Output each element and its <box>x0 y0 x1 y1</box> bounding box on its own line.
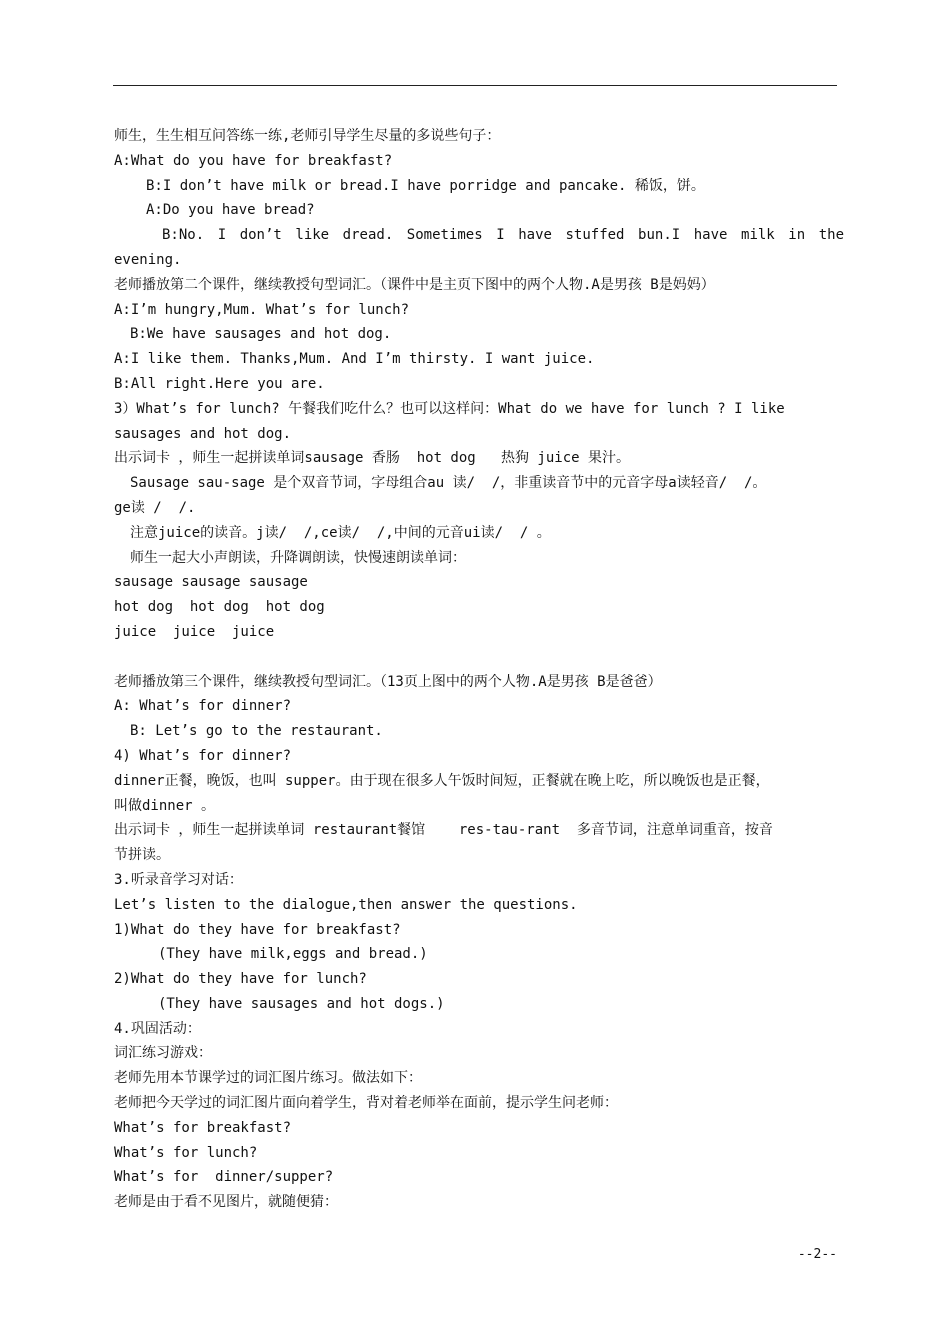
page-number: --2-- <box>797 1247 837 1262</box>
text-line: 老师播放第三个课件，继续教授句型词汇。（13页上图中的两个人物.A是男孩 B是爸爸） <box>114 673 662 690</box>
text-line: juice juice juice <box>114 623 275 640</box>
text-line: 老师是由于看不见图片，就随便猜： <box>114 1194 338 1211</box>
text-line: 注意juice的读音。j读/ /,ce读/ /,中间的元音ui读/ / 。 <box>130 524 551 541</box>
text-line: 4) What’s for dinner? <box>114 747 292 764</box>
blank-line <box>114 645 844 670</box>
text-line: 师生一起大小声朗读，升降调朗读，快慢速朗读单词： <box>130 549 466 566</box>
text-line: 词汇练习游戏： <box>114 1045 212 1062</box>
text-line: 师生，生生相互问答练一练,老师引导学生尽量的多说些句子： <box>114 128 501 144</box>
text-line: sausages and hot dog. <box>114 425 292 442</box>
text-line: 叫做dinner 。 <box>114 797 216 814</box>
text-line: B:I don’t have milk or bread.I have porridge and pancake. 稀饭，饼。 <box>146 177 705 194</box>
text-line: A:Do you have bread? <box>146 202 315 219</box>
text-line: sausage sausage sausage <box>114 574 308 591</box>
text-line: 1)What do they have for breakfast? <box>114 921 401 938</box>
text-line: 2)What do they have for lunch? <box>114 971 367 988</box>
text-line: B: Let’s go to the restaurant. <box>130 723 383 740</box>
text-line: 出示词卡 ，师生一起拼读单词sausage 香肠 hot dog 热狗 juice 果汁。 <box>114 450 631 467</box>
text-line: 出示词卡 ，师生一起拼读单词 restaurant餐馆 res-tau-rant 多音节词，注意单词重音，按音 <box>114 822 773 839</box>
text-line: A:I’m hungry,Mum. What’s for lunch? <box>114 301 410 318</box>
text-line: (They have sausages and hot dogs.) <box>158 995 445 1012</box>
text-line: A:What do you have for breakfast? <box>114 152 393 169</box>
text-line: B:All right.Here you are. <box>114 375 325 392</box>
text-line: 4.巩固活动： <box>114 1020 201 1037</box>
text-line: Sausage sau-sage 是个双音节词，字母组合au 读/ /，非重读音节中的元音字母a读轻音/ /。 <box>130 475 767 492</box>
text-line: dinner正餐，晚饭，也叫 supper。由于现在很多人午饭时间短，正餐就在晚上吃，所以晚饭也是正餐， <box>114 772 770 789</box>
text-line: A:I like them. Thanks,Mum. And I’m thirsty. I want juice. <box>114 351 595 368</box>
text-line: (They have milk,eggs and bread.) <box>158 946 428 963</box>
text-line: 3.听录音学习对话： <box>114 871 243 888</box>
text-line: Let’s listen to the dialogue,then answer the questions. <box>114 896 578 913</box>
text-line: B:We have sausages and hot dog. <box>130 326 392 343</box>
text-line: 3）What’s for lunch? 午餐我们吃什么？也可以这样问：What do we have for lunch ? I like <box>114 400 785 417</box>
text-line: 老师播放第二个课件，继续教授句型词汇。（课件中是主页下图中的两个人物.A是男孩 B是妈妈） <box>114 276 715 293</box>
text-line: ge读 / /. <box>114 499 196 516</box>
header-rule <box>113 85 837 86</box>
document-body <box>114 124 844 1215</box>
text-line: 节拼读。 <box>114 847 170 864</box>
text-line: What’s for lunch? <box>114 1144 258 1161</box>
text-line: B:No. I don’t like dread. Sometimes I have stuffed bun.I have milk in the <box>162 227 844 244</box>
text-line: What’s for dinner/supper? <box>114 1169 334 1186</box>
text-line: evening. <box>114 251 182 268</box>
text-line: hot dog hot dog hot dog <box>114 599 325 616</box>
text-line: A: What’s for dinner? <box>114 698 292 715</box>
text-line: 老师把今天学过的词汇图片面向着学生，背对着老师举在面前，提示学生问老师： <box>114 1095 618 1112</box>
text-line: What’s for breakfast? <box>114 1119 292 1136</box>
text-line: 老师先用本节课学过的词汇图片练习。做法如下： <box>114 1070 422 1087</box>
